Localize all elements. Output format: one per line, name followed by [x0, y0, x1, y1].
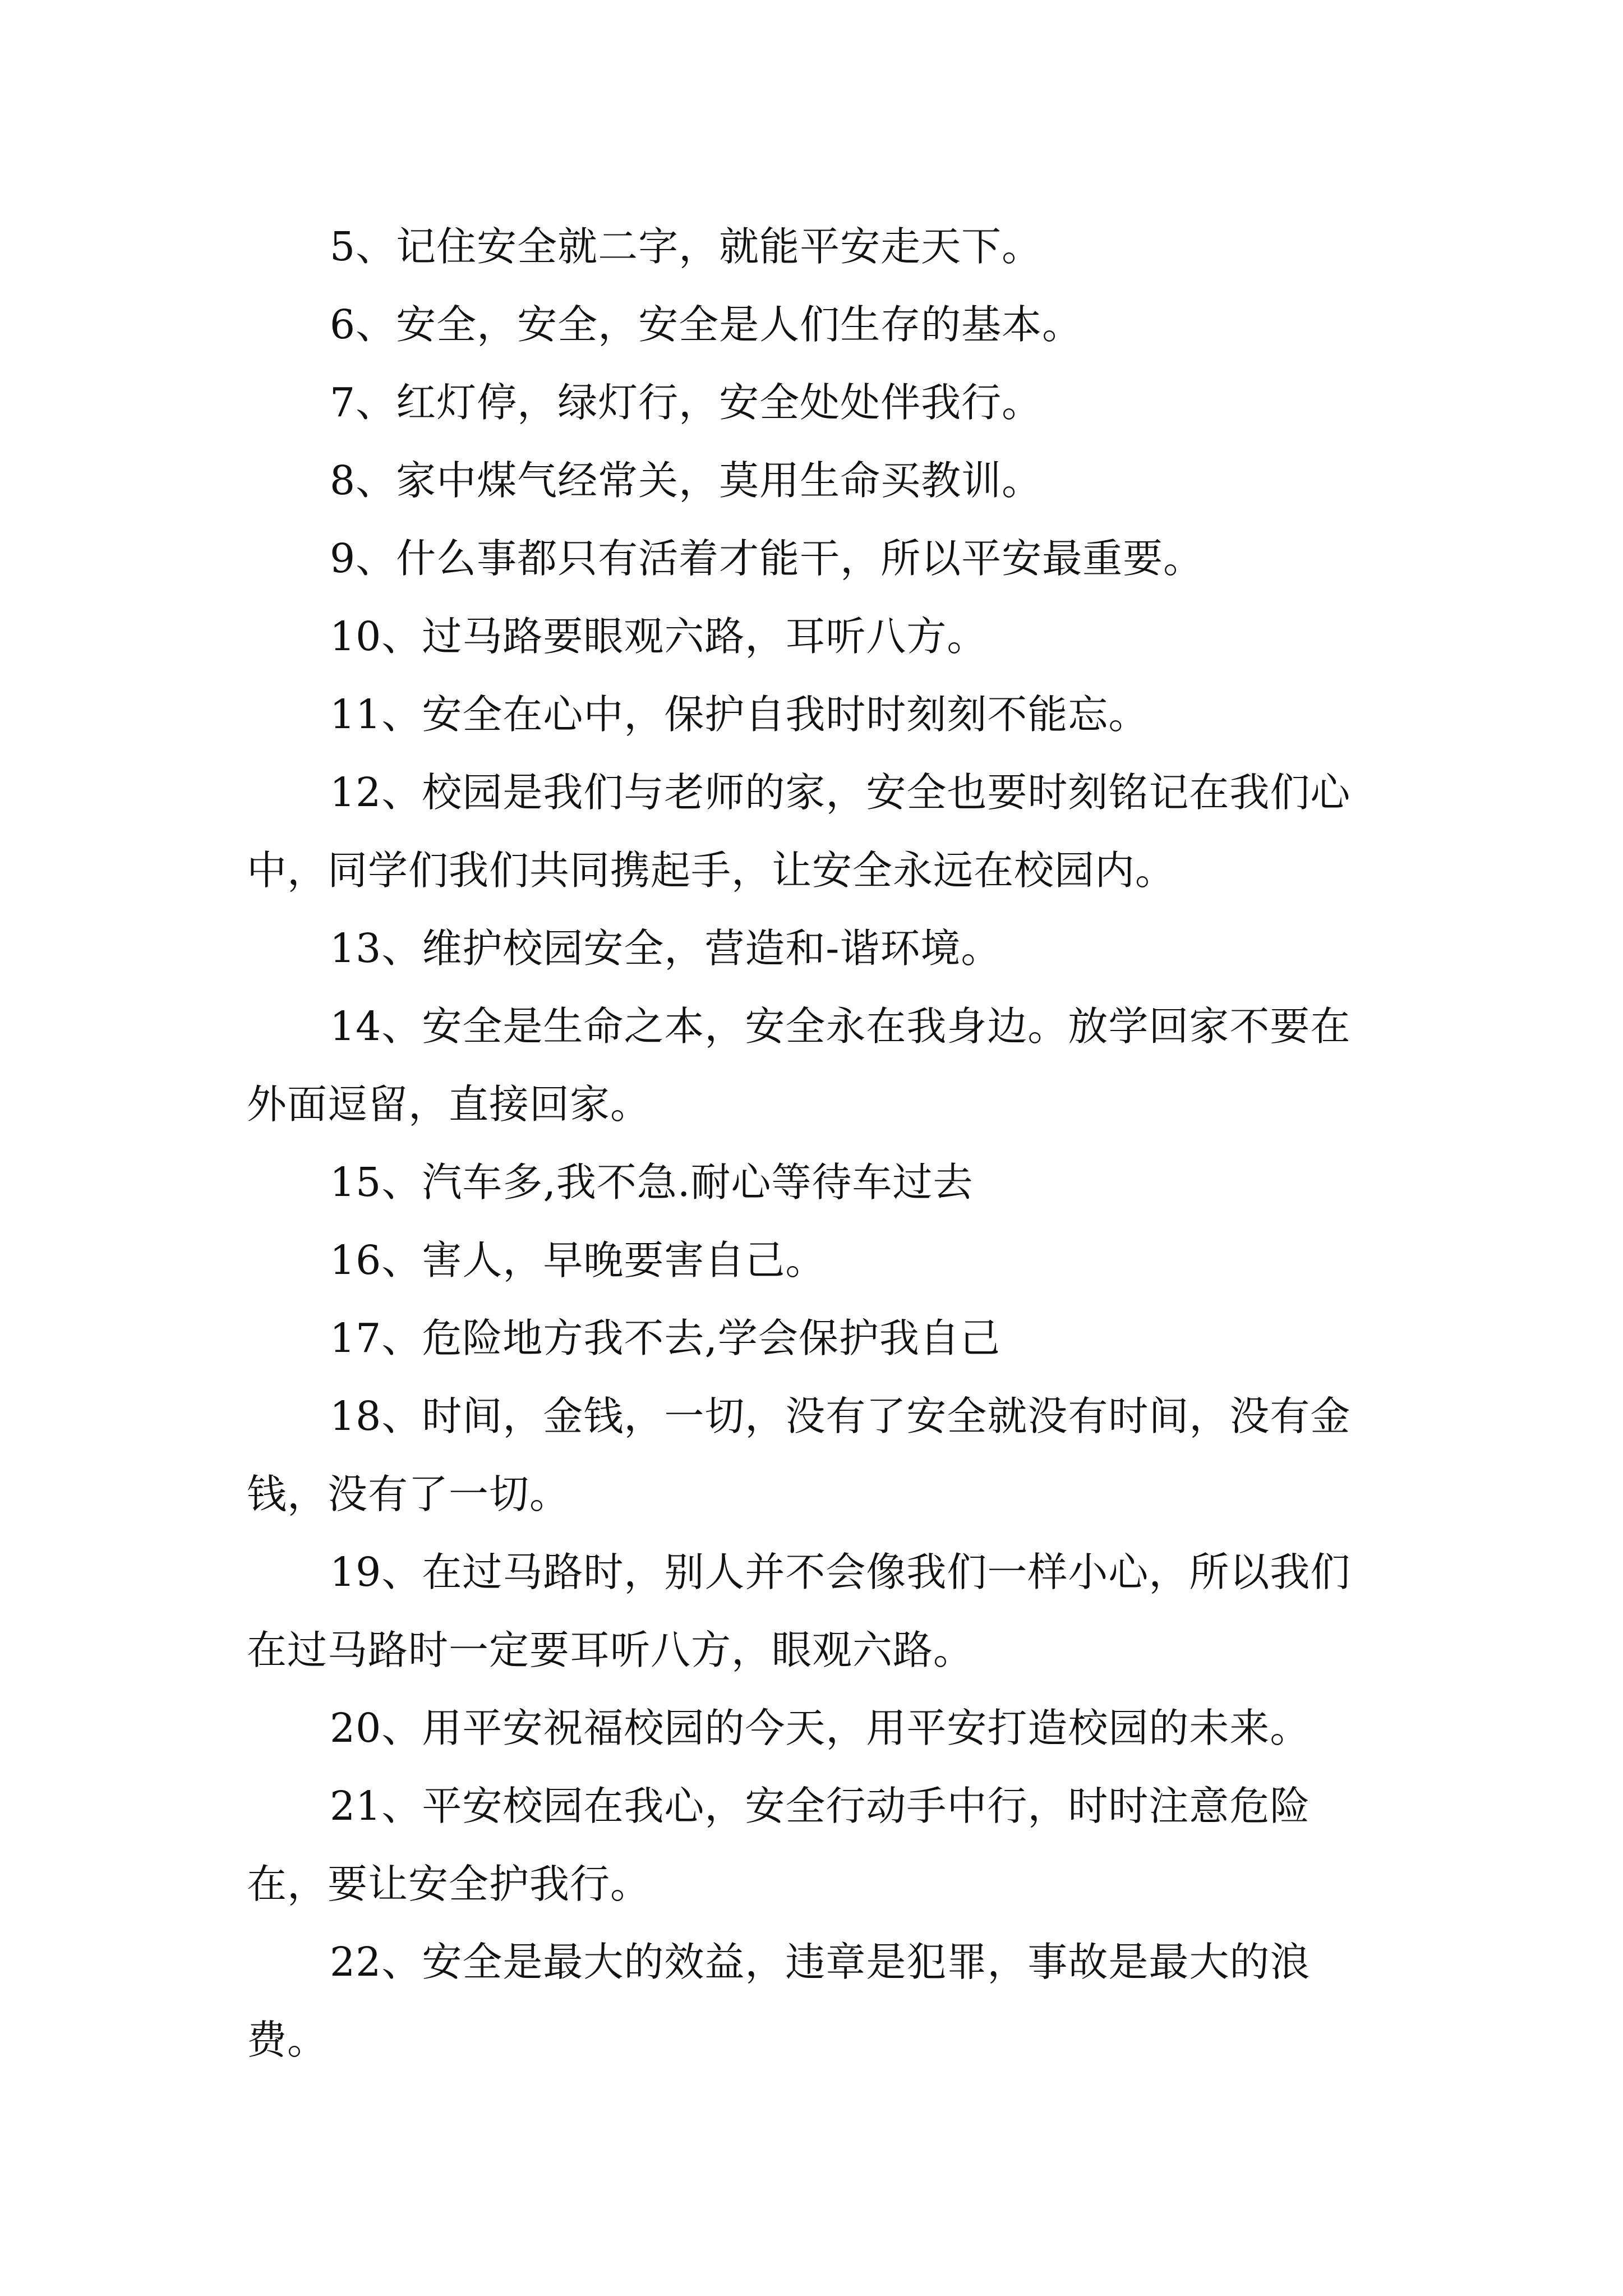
slogan-list	[247, 208, 1385, 2079]
slogan-item-9: 9、什么事都只有活着才能干，所以平安最重要。	[330, 535, 1204, 582]
slogan-item-16: 16、害人，早晚要害自己。	[330, 1237, 826, 1283]
slogan-item-21: 21、平安校园在我心，安全行动手中行，时时注意危险在，要让安全护我行。	[247, 1783, 1311, 1907]
slogan-item-17: 17、危险地方我不去,学会保护我自己	[330, 1315, 1000, 1361]
slogan-item-19: 19、在过马路时，别人并不会像我们一样小心，所以我们在过马路时一定要耳听八方，眼观六路。	[247, 1549, 1351, 1673]
slogan-item-12: 12、校园是我们与老师的家，安全也要时刻铭记在我们心中，同学们我们共同携起手，让安全永远在校园内。	[247, 769, 1351, 894]
slogan-item-5: 5、记住安全就二字，就能平安走天下。	[330, 223, 1043, 270]
slogan-item-7: 7、红灯停，绿灯行，安全处处伴我行。	[330, 379, 1043, 426]
slogan-item-6: 6、安全，安全，安全是人们生存的基本。	[330, 301, 1083, 348]
slogan-item-10: 10、过马路要眼观六路，耳听八方。	[330, 613, 988, 660]
slogan-item-15: 15、汽车多,我不急.耐心等待车过去	[330, 1159, 974, 1205]
slogan-item-14: 14、安全是生命之本，安全永在我身边。放学回家不要在外面逗留，直接回家。	[247, 1003, 1351, 1128]
slogan-item-11: 11、安全在心中，保护自我时时刻刻不能忘。	[330, 691, 1149, 738]
slogan-item-18: 18、时间，金钱，一切，没有了安全就没有时间，没有金钱，没有了一切。	[247, 1393, 1351, 1517]
slogan-item-8: 8、家中煤气经常关，莫用生命买教训。	[330, 457, 1043, 504]
slogan-item-20: 20、用平安祝福校园的今天，用平安打造校园的未来。	[330, 1705, 1311, 1751]
slogan-item-22: 22、安全是最大的效益，违章是犯罪，事故是最大的浪费。	[247, 1939, 1311, 2063]
slogan-item-13: 13、维护校园安全，营造和-谐环境。	[330, 925, 1002, 972]
